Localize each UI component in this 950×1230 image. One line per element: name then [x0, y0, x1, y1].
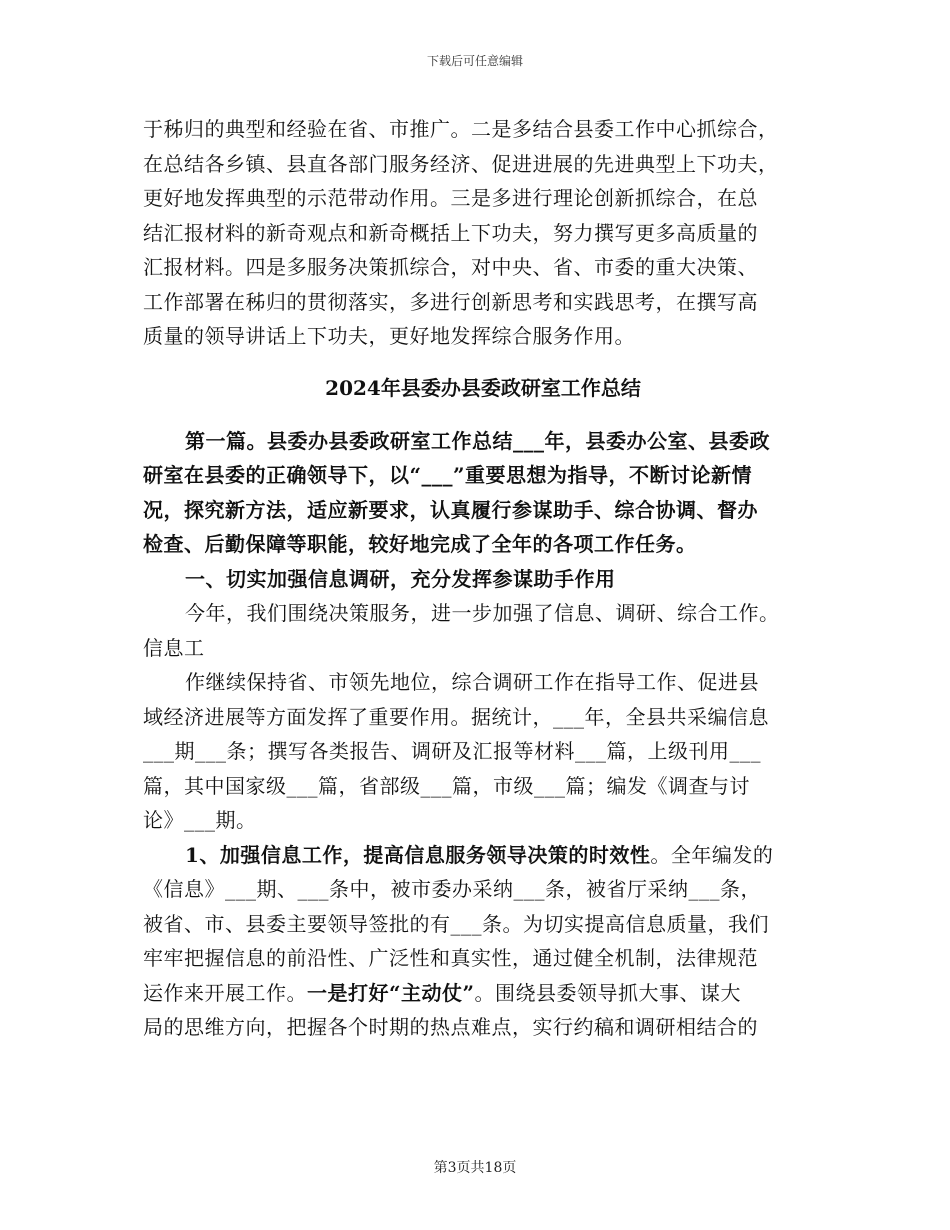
text-line: 质量的领导讲话上下功夫，更好地发挥综合服务作用。	[143, 324, 635, 348]
text-line: 工作部署在秭归的贯彻落实，多进行创新思考和实践思考，在撰写高	[143, 289, 758, 314]
section-heading: 一、切实加强信息调研，充分发挥参谋助手作用	[185, 566, 616, 591]
bold-run: 一是打好“主动仗”	[307, 980, 475, 1005]
text-line: 篇，其中国家级___篇，省部级___篇，市级___篇；编发《调查与讨	[143, 773, 750, 798]
paragraph-4	[143, 838, 823, 1045]
bold-paragraph	[143, 424, 823, 562]
text-line: 今年，我们围绕决策服务，进一步加强了信息、调研、综合工作。	[185, 601, 780, 625]
text-line: 被省、市、县委主要领导签批的有___条。为切实提高信息质量，我们	[143, 911, 769, 936]
document-body	[143, 112, 823, 1045]
text-line: 况，探究新方法，适应新要求，认真履行参谋助手、综合协调、督办	[143, 497, 758, 522]
text-line: 作继续保持省、市领先地位，综合调研工作在指导工作、促进县	[185, 670, 759, 694]
paragraph-3	[143, 665, 823, 838]
text-line: 结汇报材料的新奇观点和新奇概括上下功夫，努力撰写更多高质量的	[143, 220, 758, 245]
text-line	[143, 976, 823, 1011]
text-line: 信息工	[143, 635, 205, 660]
text-line: 域经济进展等方面发挥了重要作用。据统计，___年，全县共采编信息	[143, 704, 769, 729]
text-line: 检查、后勤保障等职能，较好地完成了全年的各项工作任务。	[143, 532, 697, 556]
bold-run: 1、加强信息工作，提高信息服务领导决策的时效性	[185, 842, 651, 867]
text-line: 局的思维方向，把握各个时期的热点难点，实行约稿和调研相结合的	[143, 1015, 758, 1039]
text-line: 牢牢把握信息的前沿性、广泛性和真实性，通过健全机制，法律规范	[143, 946, 758, 970]
paragraph-2	[143, 596, 823, 665]
text-line: 研室在县委的正确领导下，以“___”重要思想为指导，不断讨论新情	[143, 463, 753, 487]
text-line: ___期___条；撰写各类报告、调研及汇报等材料___篇，上级刊用___	[143, 739, 761, 763]
text-run: 。围绕县委领导抓大事、谋大	[474, 980, 742, 1005]
page-header: 下载后可任意编辑	[426, 54, 523, 68]
page-footer: 第3页共18页	[433, 1160, 517, 1176]
intro-paragraph	[143, 112, 823, 354]
text-line: 《信息》___期、___条中，被市委办采纳___条，被省厅采纳___条，	[143, 877, 761, 901]
text-line	[143, 838, 823, 873]
text-line: 汇报材料。四是多服务决策抓综合，对中央、省、市委的重大决策、	[143, 255, 758, 279]
text-line: 于秭归的典型和经验在省、市推广。二是多结合县委工作中心抓综合，	[143, 117, 779, 141]
document-title: 2024年县委办县委政研室工作总结	[325, 375, 641, 400]
text-line: 第一篇。县委办县委政研室工作总结___年，县委办公室、县委政	[185, 428, 770, 453]
text-line: 论》___期。	[143, 808, 257, 832]
text-line: 在总结各乡镇、县直各部门服务经济、促进进展的先进典型上下功夫，	[143, 151, 779, 176]
text-run: 运作来开展工作。	[143, 980, 307, 1005]
text-line: 更好地发挥典型的示范带动作用。三是多进行理论创新抓综合，在总	[143, 186, 758, 210]
text-run: 。全年编发的	[650, 842, 774, 867]
